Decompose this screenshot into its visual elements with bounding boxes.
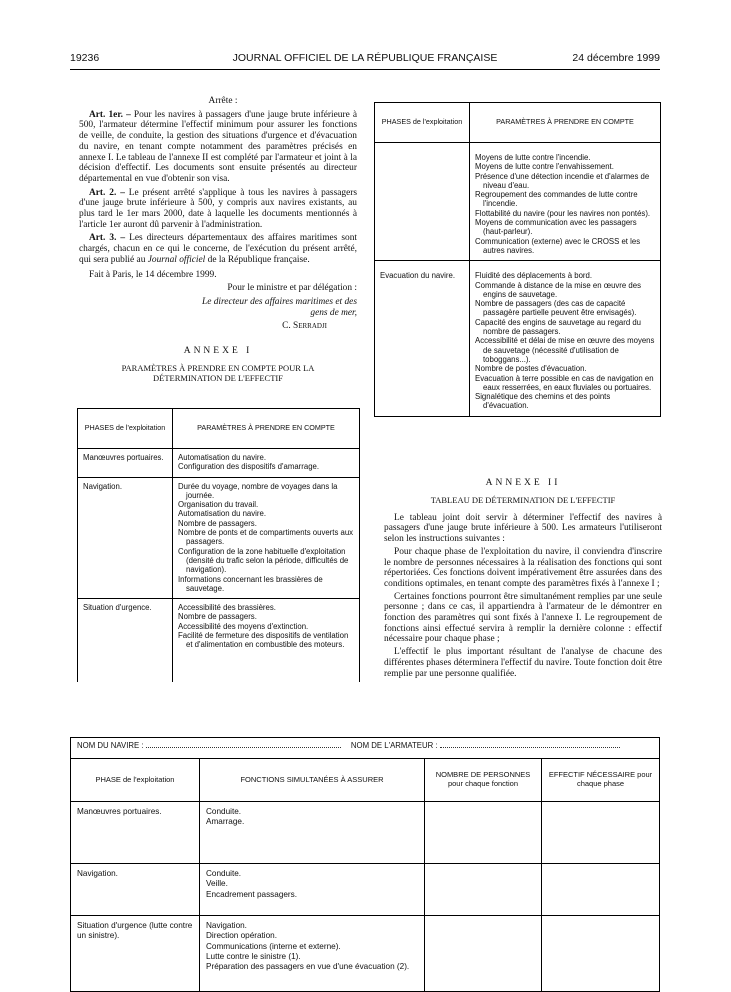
annex-2-section (384, 478, 662, 681)
list-item: Capacité des engins de sauvetage au regard du nombre de passagers. (475, 317, 642, 337)
list-item: Durée du voyage, nombre de voyages dans la journée. (178, 481, 338, 500)
col-functions-header: FONCTIONS SIMULTANÉES À ASSURER (200, 759, 425, 802)
functions-cell (200, 916, 425, 992)
annex-1-subtitle: PARAMÈTRES À PRENDRE EN COMPTE POUR LA DÉTERMINATION DE L'EFFECTIF (121, 362, 315, 383)
article-1 (79, 110, 357, 185)
params-cell (173, 449, 360, 478)
table-row (71, 864, 660, 916)
signer-title: Le directeur des affaires maritimes et des gens de mer, (201, 296, 357, 318)
annex-2-paragraph: Certaines fonctions pourront être simultanément remplies par une seule personne ; dans ce cas, il appartiendra à l'armateur de le démontrer en fonction des paramètres qui sont fixés à l'annexe I. Le regroupement de fonctions ainsi effectué servira à remplir la dernière colonne : effectif nécessaire pour chaque phase ; (384, 591, 662, 645)
list-item: Evacuation à terre possible en cas de navigation en eaux resserrées, en eaux fluviales ou portuaires. (475, 373, 654, 392)
params-cell (173, 599, 360, 683)
phase-cell: Situation d'urgence (lutte contre un sinistre). (71, 916, 200, 992)
list-item: Signalétique des chemins et des points d'évacuation. (475, 392, 611, 411)
annex-2-paragraph: Le tableau joint doit servir à déterminer l'effectif des navires à passagers d'une jauge brute inférieure à 500. Les armateurs l'utiliseront selon les instructions suivantes : (384, 512, 662, 545)
list-item: Moyens de lutte contre l'envahissement. (475, 162, 614, 172)
list-item: Fluidité des déplacements à bord. (475, 271, 593, 281)
staff-input-cell[interactable] (542, 864, 660, 916)
table-row (78, 477, 360, 599)
list-item: Commande à distance de la mise en œuvre des engins de sauvetage. (475, 280, 641, 299)
owner-name-field[interactable] (440, 747, 620, 748)
list-item: Organisation du travail. (178, 500, 259, 510)
article-1-text: Pour les navires à passagers d'une jauge brute inférieure à 500, l'armateur détermine l'effectif minimum pour assurer les fonctions de veille, de conduite, la gestion des situations d'urgence et d'évacuation du navire, en tenant compte notamment des paramètres précisés en annexe I. Le tableau de l'annexe II est complété par l'armateur et joint à la décision d'effectif. Les documents sont ensuite présentés au directeur départemental en vue d'obtenir son visa. (79, 109, 358, 184)
article-3-text-end: de la République française. (207, 254, 310, 265)
functions-cell (200, 802, 425, 864)
page-number: 19236 (70, 52, 100, 64)
list-item: Nombre de passagers (des cas de capacité passagère partielle peuvent être envisagés). (475, 299, 637, 318)
list-item: Veille. (206, 879, 228, 889)
phase-cell: Manœuvres portuaires. (78, 449, 173, 478)
table-row (78, 449, 360, 478)
annex-1-table-part-2 (374, 102, 661, 417)
functions-cell (200, 864, 425, 916)
staff-input-cell[interactable] (542, 802, 660, 864)
col-phases-header: PHASES de l'exploitation (78, 409, 173, 449)
phase-cell: Manœuvres portuaires. (71, 802, 200, 864)
col-staff-header: EFFECTIF NÉCESSAIRE pour chaque phase (542, 759, 660, 802)
table-row (78, 599, 360, 683)
phase-cell: Navigation. (71, 864, 200, 916)
form-header-row (71, 738, 660, 759)
list-item: Conduite. (206, 869, 242, 878)
persons-input-cell[interactable] (425, 864, 542, 916)
list-item: Préparation des passagers en vue d'une évacuation (2). (206, 962, 410, 972)
col-params-header: PARAMÈTRES À PRENDRE EN COMPTE (470, 103, 661, 143)
col-params-header: PARAMÈTRES À PRENDRE EN COMPTE (173, 409, 360, 449)
list-item: Automatisation du navire. (178, 453, 266, 462)
table-row (375, 143, 661, 261)
list-item: Regroupement des commandes de lutte contre l'incendie. (475, 190, 638, 209)
list-item: Présence d'une détection incendie et d'alarmes de niveau d'eau. (475, 171, 650, 190)
col-persons-header: NOMBRE DE PERSONNES pour chaque fonction (425, 759, 542, 802)
owner-name-label: NOM DE L'ARMATEUR : (350, 741, 438, 750)
list-item: Facilité de fermeture des dispositifs de ventilation et d'alimentation en combustible des moteurs. (178, 631, 349, 650)
signer-name: C. Serradji (282, 321, 327, 332)
params-cell (470, 143, 661, 261)
list-item: Nombre de passagers. (178, 518, 257, 528)
article-2 (79, 188, 357, 231)
table-row (375, 261, 661, 416)
arrete-heading: Arrête : (208, 96, 238, 106)
list-item: Informations concernant les brassières de sauvetage. (178, 574, 323, 593)
article-3-text: Les directeurs départementaux des affaires maritimes sont chargés, chacun en ce qui le concerne, de l'exécution du présent arrêté, qui sera publié au (79, 233, 357, 265)
phase-cell: Situation d'urgence. (78, 599, 173, 683)
col-phases-header: PHASES de l'exploitation (375, 103, 470, 143)
persons-input-cell[interactable] (425, 916, 542, 992)
list-item: Lutte contre le sinistre (1). (206, 951, 301, 961)
list-item: Moyens de lutte contre l'incendie. (475, 153, 591, 162)
list-item: Configuration des dispositifs d'amarrage. (178, 462, 320, 472)
article-2-text: Le présent arrêté s'applique à tous les navires à passagers d'une jauge brute inférieure à 500, y compris aux navires existants, au plus tard le 1er mars 2000, date à laquelle les documents mentionnés à l'article 1er auront dû parvenir à l'administration. (79, 187, 357, 230)
header-rule (70, 69, 660, 70)
annex-2-title: ANNEXE II (485, 478, 561, 488)
list-item: Nombre de ponts et de compartiments ouverts aux passagers. (178, 528, 354, 547)
list-item: Direction opération. (206, 931, 277, 941)
col-phase-header: PHASE de l'exploitation (71, 759, 200, 802)
list-item: Communications (interne et externe). (206, 941, 341, 951)
list-item: Moyens de communication avec les passagers (haut-parleur). (475, 218, 637, 237)
list-item: Flottabilité du navire (pour les navires non pontés). (475, 208, 651, 218)
list-item: Accessibilité des moyens d'extinction. (178, 621, 309, 631)
persons-input-cell[interactable] (425, 802, 542, 864)
params-cell (173, 477, 360, 599)
issue-date: 24 décembre 1999 (572, 52, 660, 64)
list-item: Amarrage. (206, 817, 245, 827)
list-item: Nombre de postes d'évacuation. (475, 364, 587, 374)
article-3-label: Art. 3. – (89, 233, 126, 244)
annex-2-subtitle: TABLEAU DE DÉTERMINATION DE L'EFFECTIF (430, 494, 616, 505)
page-header (70, 52, 660, 68)
phase-cell (375, 143, 470, 261)
table-row (71, 916, 660, 992)
annex-1-table-part-1 (77, 408, 360, 682)
list-item: Encadrement passagers. (206, 889, 298, 899)
annex-1-title: ANNEXE I (183, 346, 253, 357)
list-item: Nombre de passagers. (178, 612, 257, 622)
staffing-form-table (70, 737, 660, 992)
decree-text (79, 96, 357, 383)
phase-cell: Evacuation du navire. (375, 261, 470, 416)
delegation-line: Pour le ministre et par délégation : (227, 283, 357, 294)
article-1-label: Art. 1er. – (89, 109, 131, 120)
list-item: Automatisation du navire. (178, 509, 266, 519)
list-item: Accessibilité et délai de mise en œuvre des moyens de sauvetage (nécessité d'utilisation de toboggans...). (475, 336, 655, 364)
signing-place-date: Fait à Paris, le 14 décembre 1999. (89, 269, 217, 280)
annex-2-paragraph: Pour chaque phase de l'exploitation du navire, il conviendra d'inscrire le nombre de personnes nécessaires à la réalisation des fonctions qui sont répertoriées. Ces fonctions doivent impérativement être assurées dans des conditions optimales, en tenant compte des paramètres fixés à l'annexe I ; (384, 546, 662, 589)
list-item: Communication (externe) avec le CROSS et les autres navires. (475, 236, 641, 255)
list-item: Accessibilité des brassières. (178, 603, 276, 613)
params-cell (470, 261, 661, 416)
table-row (71, 802, 660, 864)
phase-cell: Navigation. (78, 477, 173, 599)
journal-title: JOURNAL OFFICIEL DE LA RÉPUBLIQUE FRANÇAISE (232, 52, 498, 64)
journal-officiel-ref: Journal officiel (147, 254, 206, 265)
annex-2-paragraph: L'effectif le plus important résultant de l'analyse de chacune des différentes phases déterminera l'effectif du navire. Toute fonction doit être remplie par une personne qualifiée. (384, 647, 663, 679)
ship-name-field[interactable] (146, 747, 341, 748)
list-item: Navigation. (206, 921, 247, 930)
list-item: Conduite. (206, 807, 242, 816)
article-2-label: Art. 2. – (89, 187, 125, 198)
ship-name-label: NOM DU NAVIRE : (77, 741, 144, 750)
staff-input-cell[interactable] (542, 916, 660, 992)
article-3 (79, 233, 357, 265)
list-item: Configuration de la zone habituelle d'exploitation (densité du trafic selon la période, difficultés de navigation). (178, 546, 349, 575)
